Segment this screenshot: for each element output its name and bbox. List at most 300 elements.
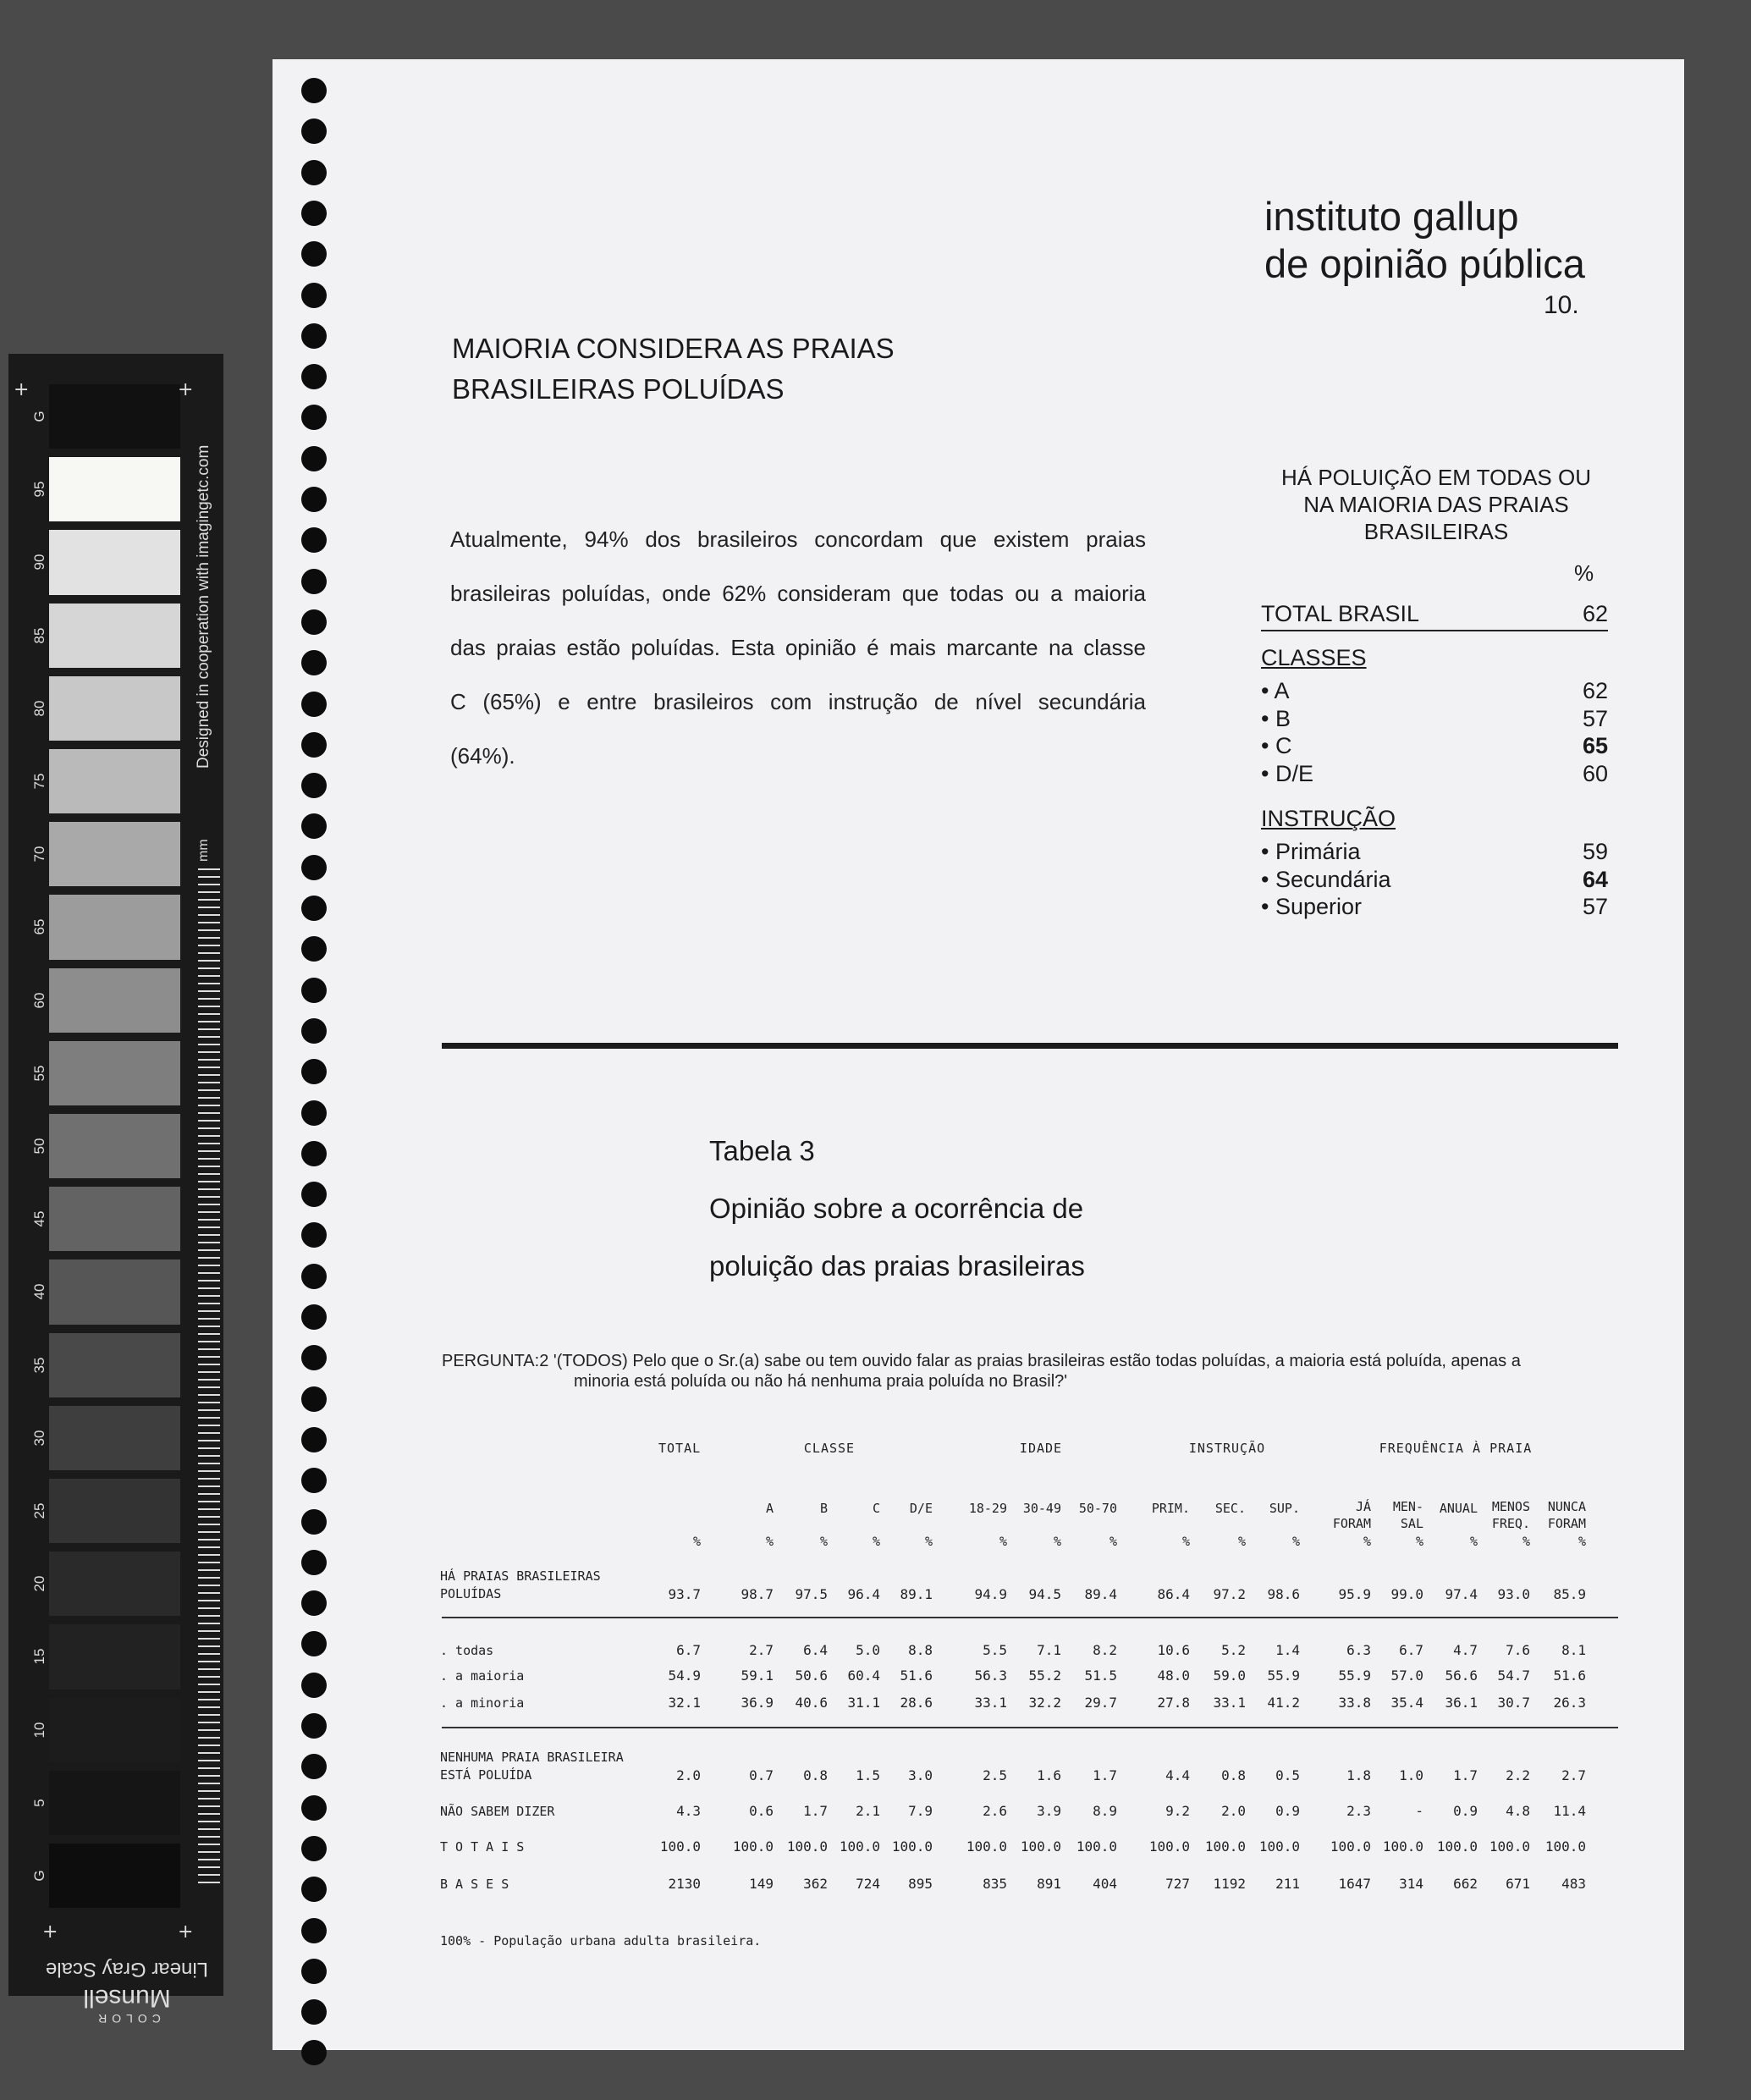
question-line2: minoria está poluída ou não há nenhuma praia poluída no Brasil?': [574, 1372, 1068, 1391]
table-cell: 0.9: [1453, 1803, 1478, 1819]
gray-patch-number: 65: [31, 918, 47, 935]
gray-patch-number: 35: [31, 1357, 47, 1374]
table-cell: 671: [1506, 1876, 1530, 1892]
table-cell: 31.1: [847, 1695, 880, 1711]
mm-ruler: [198, 868, 220, 1884]
gray-patch: [49, 1479, 180, 1543]
binding-hole: [301, 1999, 327, 2025]
gray-patch: [49, 1114, 180, 1178]
table-column-unit: %: [1181, 1534, 1190, 1549]
table-cell: 98.6: [1267, 1586, 1300, 1602]
table-cell: 36.1: [1445, 1695, 1478, 1711]
table-cell: 100.0: [1204, 1838, 1246, 1855]
table-cell: 1.7: [1453, 1767, 1478, 1783]
table-cell: 26.3: [1553, 1695, 1586, 1711]
table-cell: 1.7: [803, 1803, 828, 1819]
gray-patch-number: 25: [31, 1502, 47, 1519]
binding-hole: [301, 1386, 327, 1412]
table-cell: 2.3: [1346, 1803, 1371, 1819]
table-cell: 100.0: [839, 1838, 880, 1855]
table-cell: 7.1: [1037, 1642, 1061, 1658]
table-cell: 0.6: [749, 1803, 774, 1819]
table-title-line2: Opinião sobre a ocorrência de: [709, 1193, 1084, 1224]
table-cell: 149: [749, 1876, 774, 1892]
table-column-header: PRIM.: [1151, 1501, 1190, 1516]
table-column-unit: %: [1578, 1534, 1586, 1549]
table-cell: 6.3: [1346, 1642, 1371, 1658]
table-column-header: ANUAL: [1439, 1501, 1478, 1516]
table-cell: 55.2: [1028, 1667, 1061, 1684]
sidebar-row-value: 60: [1582, 760, 1608, 786]
sidebar-row-value: 65: [1582, 733, 1608, 758]
table-cell: 1.4: [1275, 1642, 1300, 1658]
table-rule: [442, 1617, 1618, 1618]
binding-hole: [301, 160, 327, 185]
binding-hole: [301, 1059, 327, 1084]
table-cell: 2.5: [983, 1767, 1007, 1783]
table-column-header: MEN- SAL: [1392, 1499, 1423, 1531]
table-cell: 95.9: [1338, 1586, 1371, 1602]
table-cell: 89.4: [1084, 1586, 1117, 1602]
table-cell: 59.0: [1213, 1667, 1246, 1684]
table-cell: 28.6: [900, 1695, 933, 1711]
table-footnote: 100% - População urbana adulta brasileira.: [440, 1933, 762, 1948]
binding-hole: [301, 1877, 327, 1902]
org-name: [1264, 193, 1585, 288]
table-cell: 86.4: [1157, 1586, 1190, 1602]
table-group-header: IDADE: [1019, 1441, 1063, 1456]
table-cell: 0.8: [803, 1767, 828, 1783]
registration-mark: +: [178, 379, 194, 400]
sidebar-percent-header: %: [1574, 560, 1594, 586]
table-cell: 6.7: [1399, 1642, 1423, 1658]
binding-hole: [301, 896, 327, 921]
sidebar-row: [1261, 677, 1608, 705]
table-column-header: C: [872, 1501, 880, 1516]
table-row-label: . a maioria: [440, 1668, 525, 1684]
gray-patch: [49, 457, 180, 521]
table-cell: 2.0: [676, 1767, 701, 1783]
gray-patch-number: 30: [31, 1430, 47, 1447]
gray-patch: [49, 1624, 180, 1689]
table-column-unit: %: [1291, 1534, 1300, 1549]
sidebar-row: [1261, 705, 1608, 733]
gray-patch-number: 75: [31, 773, 47, 790]
table-cell: 56.3: [974, 1667, 1007, 1684]
table-column-header: B: [819, 1501, 828, 1516]
gray-patch-number: 80: [31, 700, 47, 717]
table-column-unit: %: [1415, 1534, 1423, 1549]
table-group-header: TOTAL: [658, 1441, 702, 1456]
table-cell: 0.9: [1275, 1803, 1300, 1819]
sidebar-row-label: • Secundária: [1261, 866, 1391, 892]
table-cell: 100.0: [1330, 1838, 1371, 1855]
table-cell: 8.1: [1561, 1642, 1586, 1658]
table-cell: 1.8: [1346, 1767, 1371, 1783]
table-cell: 6.4: [803, 1642, 828, 1658]
table-cell: 8.9: [1093, 1803, 1117, 1819]
table-cell: 314: [1399, 1876, 1423, 1892]
binding-hole: [301, 773, 327, 798]
body-line: brasileiras poluídas, onde 62% consideram que todas ou a maioria: [450, 581, 1146, 606]
table-column-unit: %: [765, 1534, 774, 1549]
gray-patch-number: 10: [31, 1722, 47, 1739]
table-cell: 27.8: [1157, 1695, 1190, 1711]
table-cell: 724: [856, 1876, 880, 1892]
binding-hole: [301, 1836, 327, 1861]
brand-sub: COLOR: [93, 2012, 161, 2026]
org-line1: instituto gallup: [1264, 194, 1519, 239]
binding-hole: [301, 1264, 327, 1289]
binding-hole: [301, 446, 327, 471]
sidebar-total-value: 62: [1582, 601, 1608, 626]
sidebar-total-label: TOTAL BRASIL: [1261, 601, 1420, 626]
brand-name: Munsell: [83, 1984, 171, 2012]
gray-patch: [49, 1844, 180, 1908]
table-cell: 85.9: [1553, 1586, 1586, 1602]
binding-hole: [301, 323, 327, 349]
binding-hole: [301, 1590, 327, 1616]
munsell-logo: [34, 1983, 220, 2026]
registration-mark: +: [178, 1921, 194, 1943]
binding-hole: [301, 1427, 327, 1452]
binding-hole: [301, 1959, 327, 1984]
table-cell: 5.0: [856, 1642, 880, 1658]
gray-patch-number: 20: [31, 1575, 47, 1592]
table-cell: 30.7: [1497, 1695, 1530, 1711]
headline-line2: BRASILEIRAS POLUÍDAS: [452, 373, 785, 405]
table-cell: 8.8: [908, 1642, 933, 1658]
org-line2: de opinião pública: [1264, 241, 1585, 286]
table-cell: 727: [1165, 1876, 1190, 1892]
table-column-unit: %: [1109, 1534, 1117, 1549]
table-group-header: FREQUÊNCIA À PRAIA: [1379, 1441, 1533, 1456]
table-cell: 404: [1093, 1876, 1117, 1892]
table-cell: 11.4: [1553, 1803, 1586, 1819]
table-cell: 100.0: [891, 1838, 933, 1855]
binding-hole: [301, 855, 327, 880]
table-cell: 93.0: [1497, 1586, 1530, 1602]
table-cell: 55.9: [1338, 1667, 1371, 1684]
table-cell: 32.2: [1028, 1695, 1061, 1711]
gray-patch: [49, 1698, 180, 1762]
table-cell: 57.0: [1390, 1667, 1423, 1684]
gray-scale-card: [8, 354, 223, 2026]
table-cell: 3.0: [908, 1767, 933, 1783]
table-cell: 100.0: [1076, 1838, 1117, 1855]
gray-patch: [49, 530, 180, 594]
table-column-header: SEC.: [1214, 1501, 1246, 1516]
body-line: Atualmente, 94% dos brasileiros concordam que existem praias: [450, 526, 1146, 552]
gray-patch: [49, 1333, 180, 1397]
table-cell: 1.6: [1037, 1767, 1061, 1783]
scale-unit: mm: [196, 839, 211, 862]
table-cell: 100.0: [1148, 1838, 1190, 1855]
gray-patch: [49, 822, 180, 886]
section-divider: [442, 1043, 1618, 1049]
registration-mark: +: [42, 1921, 58, 1943]
table-cell: 7.6: [1506, 1642, 1530, 1658]
table-row-label: . a minoria: [440, 1695, 525, 1711]
binding-hole: [301, 1509, 327, 1535]
gray-patch: [49, 968, 180, 1033]
table-cell: 51.5: [1084, 1667, 1117, 1684]
table-cell: 2.0: [1221, 1803, 1246, 1819]
table-cell: 94.9: [974, 1586, 1007, 1602]
gray-patch: [49, 1259, 180, 1324]
gray-patch-number: G: [31, 411, 47, 422]
page-number: 10.: [1544, 291, 1579, 319]
sidebar-row-label: • Primária: [1261, 839, 1361, 864]
table-group-header: CLASSE: [803, 1441, 856, 1456]
table-cell: 97.5: [795, 1586, 828, 1602]
table-cell: 8.2: [1093, 1642, 1117, 1658]
table-cell: 5.2: [1221, 1642, 1246, 1658]
binding-hole: [301, 609, 327, 635]
sidebar-row: [1261, 866, 1608, 894]
gray-patch-number: 55: [31, 1065, 47, 1082]
binding-hole: [301, 1713, 327, 1739]
table-row-label: NENHUMA PRAIA BRASILEIRA ESTÁ POLUÍDA: [440, 1750, 624, 1783]
sidebar-row-value: 59: [1582, 839, 1608, 864]
binding-hole: [301, 283, 327, 308]
binding-hole: [301, 364, 327, 389]
table-column-unit: %: [1522, 1534, 1530, 1549]
table-column-header: 30-49: [1022, 1501, 1061, 1516]
table-cell: 93.7: [668, 1586, 701, 1602]
table-cell: 100.0: [1258, 1838, 1300, 1855]
binding-hole: [301, 1468, 327, 1493]
binding-hole: [301, 1141, 327, 1166]
gray-patch-number: 5: [31, 1799, 47, 1807]
table-group-header: INSTRUÇÃO: [1188, 1441, 1266, 1456]
table-cell: 891: [1037, 1876, 1061, 1892]
table-column-header: 18-29: [968, 1501, 1007, 1516]
binding-hole: [301, 1795, 327, 1821]
scale-title: Linear Gray Scale: [45, 1958, 209, 1981]
table-column-header: 50-70: [1078, 1501, 1117, 1516]
table-cell: 36.9: [741, 1695, 774, 1711]
table-cell: 55.9: [1267, 1667, 1300, 1684]
gray-patch-number: G: [31, 1870, 47, 1882]
registration-mark: +: [14, 379, 30, 400]
table-cell: 54.9: [668, 1667, 701, 1684]
table-cell: 97.2: [1213, 1586, 1246, 1602]
table-cell: 2.1: [856, 1803, 880, 1819]
table-cell: 59.1: [741, 1667, 774, 1684]
gray-patch: [49, 895, 180, 959]
sidebar-classes-list: [1261, 677, 1608, 787]
sidebar-title: [1261, 464, 1611, 545]
table-cell: 40.6: [795, 1695, 828, 1711]
sidebar-row: [1261, 838, 1608, 866]
table-cell: 51.6: [1553, 1667, 1586, 1684]
binding-hole: [301, 650, 327, 675]
table-cell: 50.6: [795, 1667, 828, 1684]
table-cell: 2.6: [983, 1803, 1007, 1819]
table-column-unit: %: [1237, 1534, 1246, 1549]
table-cell: 41.2: [1267, 1695, 1300, 1711]
table-cell: 0.8: [1221, 1767, 1246, 1783]
binding-hole: [301, 1018, 327, 1044]
table-column-unit: %: [872, 1534, 880, 1549]
gray-patch: [49, 749, 180, 813]
binding-hole: [301, 78, 327, 103]
table-column-unit: %: [1053, 1534, 1061, 1549]
gray-patch: [49, 1041, 180, 1105]
table-cell: 362: [803, 1876, 828, 1892]
headline-line1: MAIORIA CONSIDERA AS PRAIAS: [452, 333, 895, 364]
table-column-unit: %: [1363, 1534, 1371, 1549]
table-cell: 56.6: [1445, 1667, 1478, 1684]
table-title-line1: Tabela 3: [709, 1135, 815, 1166]
gray-patch: [49, 1187, 180, 1251]
gray-patch-number: 90: [31, 554, 47, 570]
table-cell: 32.1: [668, 1695, 701, 1711]
table-column-header: SUP.: [1269, 1501, 1300, 1516]
gray-patch-number: 45: [31, 1210, 47, 1227]
table-cell: 100.0: [1545, 1838, 1586, 1855]
table-cell: 6.7: [676, 1642, 701, 1658]
table-cell: 4.8: [1506, 1803, 1530, 1819]
binding-hole: [301, 201, 327, 226]
table-column-unit: %: [999, 1534, 1007, 1549]
table-cell: 96.4: [847, 1586, 880, 1602]
gray-patch: [49, 384, 180, 449]
table-cell: 99.0: [1390, 1586, 1423, 1602]
table-cell: 100.0: [786, 1838, 828, 1855]
table-cell: 4.4: [1165, 1767, 1190, 1783]
table-cell: 100.0: [966, 1838, 1007, 1855]
gray-patch-number: 95: [31, 481, 47, 498]
gray-patch-number: 50: [31, 1138, 47, 1155]
table-cell: 211: [1275, 1876, 1300, 1892]
gray-patch: [49, 604, 180, 668]
binding-hole: [301, 1918, 327, 1943]
body-line: C (65%) e entre brasileiros com instrução de nível secundária: [450, 689, 1146, 714]
table-cell: 29.7: [1084, 1695, 1117, 1711]
table-column-header: MENOS FREQ.: [1491, 1499, 1530, 1531]
table-cell: 94.5: [1028, 1586, 1061, 1602]
binding-hole: [301, 692, 327, 717]
sidebar-row-value: 64: [1582, 866, 1608, 892]
survey-question: [442, 1351, 1521, 1392]
table-cell: 9.2: [1165, 1803, 1190, 1819]
table-rule: [442, 1727, 1618, 1728]
table-cell: 483: [1561, 1876, 1586, 1892]
sidebar-row-value: 57: [1582, 894, 1608, 919]
table-cell: 1.7: [1093, 1767, 1117, 1783]
table-column-unit: %: [1469, 1534, 1478, 1549]
table-cell: 35.4: [1390, 1695, 1423, 1711]
sidebar-total-row: [1261, 601, 1608, 631]
table-cell: 97.4: [1445, 1586, 1478, 1602]
binding-hole: [301, 978, 327, 1003]
table-cell: 100.0: [1436, 1838, 1478, 1855]
body-line: das praias estão poluídas. Esta opinião é mais marcante na classe: [450, 635, 1146, 660]
sidebar-title-line1: HÁ POLUIÇÃO EM TODAS OU: [1280, 465, 1591, 490]
table-row-label: NÃO SABEM DIZER: [440, 1804, 555, 1819]
table-cell: 100.0: [732, 1838, 774, 1855]
table-column-header: NUNCA FORAM: [1547, 1499, 1586, 1531]
table-cell: 895: [908, 1876, 933, 1892]
scale-credit: Designed in cooperation with imagingetc.com: [195, 444, 212, 769]
table-cell: 33.8: [1338, 1695, 1371, 1711]
table-cell: 54.7: [1497, 1667, 1530, 1684]
binding-hole: [301, 2040, 327, 2065]
table-column-unit: %: [924, 1534, 933, 1549]
gray-patch-number: 60: [31, 992, 47, 1009]
binding-hole: [301, 1304, 327, 1330]
table-cell: 10.6: [1157, 1642, 1190, 1658]
sidebar-classes-label: CLASSES: [1261, 645, 1367, 670]
table-cell: 33.1: [974, 1695, 1007, 1711]
binding-hole: [301, 1550, 327, 1575]
sidebar-title-line2: NA MAIORIA DAS PRAIAS: [1303, 492, 1569, 517]
binding-hole: [301, 1673, 327, 1698]
table-column-header: JÁ FORAM: [1332, 1499, 1371, 1531]
table-cell: 0.7: [749, 1767, 774, 1783]
sidebar-row-label: • Superior: [1261, 894, 1363, 919]
sidebar-row-label: • D/E: [1261, 760, 1313, 786]
table-cell: 662: [1453, 1876, 1478, 1892]
table-cell: 1647: [1338, 1876, 1371, 1892]
table-title: [709, 1122, 1085, 1295]
table-cell: 33.1: [1213, 1695, 1246, 1711]
binding-hole: [301, 1182, 327, 1207]
sidebar-row: [1261, 760, 1608, 788]
table-column-unit: %: [819, 1534, 828, 1549]
gray-patch-number: 85: [31, 627, 47, 644]
table-cell: 100.0: [1489, 1838, 1530, 1855]
sidebar-instrucao-label: INSTRUÇÃO: [1261, 806, 1396, 831]
table-row-label: T O T A I S: [440, 1839, 525, 1855]
binding-hole: [301, 732, 327, 758]
binding-hole: [301, 1100, 327, 1126]
table-cell: 100.0: [1020, 1838, 1061, 1855]
table-column-header: A: [765, 1501, 774, 1516]
gray-patch-number: 15: [31, 1648, 47, 1665]
table-cell: 2.7: [1561, 1767, 1586, 1783]
gray-patch: [49, 1771, 180, 1835]
sidebar-row-label: • A: [1261, 678, 1290, 703]
table-title-line3: poluição das praias brasileiras: [709, 1250, 1085, 1281]
question-line1: PERGUNTA:2 '(TODOS) Pelo que o Sr.(a) sabe ou tem ouvido falar as praias brasileiras estão todas poluídas, a maioria está poluída, apenas a: [442, 1352, 1521, 1370]
table-cell: 2.2: [1506, 1767, 1530, 1783]
table-row-label: . todas: [440, 1643, 494, 1658]
gray-patch: [49, 1406, 180, 1470]
binding-hole: [301, 487, 327, 512]
table-cell: 60.4: [847, 1667, 880, 1684]
table-cell: 2130: [668, 1876, 701, 1892]
table-cell: 7.9: [908, 1803, 933, 1819]
table-cell: 0.5: [1275, 1767, 1300, 1783]
table-cell: 1.5: [856, 1767, 880, 1783]
binding-hole: [301, 569, 327, 594]
sidebar-instrucao-list: [1261, 838, 1608, 921]
gray-patch-number: 70: [31, 846, 47, 863]
body-line: (64%).: [450, 743, 515, 769]
table-cell: 1192: [1213, 1876, 1246, 1892]
sidebar-row-value: 62: [1582, 678, 1608, 703]
table-cell: 835: [983, 1876, 1007, 1892]
table-cell: 4.3: [676, 1803, 701, 1819]
gray-patch: [49, 1552, 180, 1616]
sidebar-row-value: 57: [1582, 705, 1608, 731]
table-row-label: B A S E S: [440, 1877, 509, 1892]
sidebar-row-label: • B: [1261, 705, 1291, 731]
table-cell: 100.0: [1382, 1838, 1423, 1855]
